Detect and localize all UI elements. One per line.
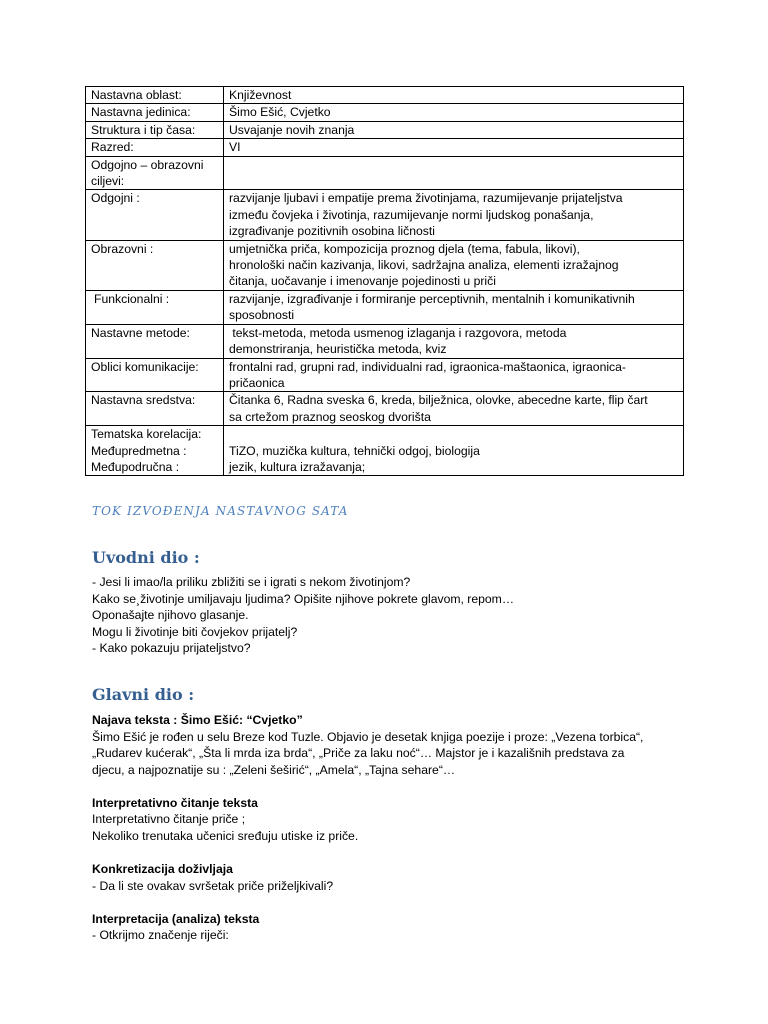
lesson-plan-label: Struktura i tip časa: <box>91 122 196 137</box>
lesson-plan-label-cell <box>86 392 224 426</box>
lesson-plan-row <box>86 358 684 392</box>
lesson-plan-row <box>86 104 684 121</box>
lesson-plan-row <box>86 121 684 138</box>
intro-line: - Jesi li imao/la priliku zbližiti se i igrati s nekom životinjom? <box>92 575 411 589</box>
lesson-plan-value: sa crtežom praznog seoskog dvorišta <box>229 409 431 424</box>
lesson-plan-label: Međupodručna : <box>91 459 180 474</box>
intro-line: Kako se¸životinje umiljavaju ljudima? Opišite njihove pokrete glavom, repom… <box>92 591 515 606</box>
lesson-plan-value-cell <box>224 426 684 476</box>
interpretive-reading-line: Nekoliko trenutaka učenici sređuju utiske iz priče. <box>92 828 359 843</box>
lesson-plan-value-cell <box>224 87 684 104</box>
lesson-plan-row <box>86 290 684 324</box>
lesson-plan-value-cell <box>224 290 684 324</box>
lesson-plan-label-cell <box>86 358 224 392</box>
intro-section-heading: Uvodni dio : <box>92 548 200 567</box>
spacer <box>92 778 692 794</box>
lesson-plan-label: Nastavne metode: <box>91 325 190 340</box>
intro-line: - Kako pokazuju prijateljstvo? <box>92 641 251 656</box>
lesson-plan-value-cell <box>224 104 684 121</box>
lesson-plan-value: između čovjeka i životinja, razumijevanje normi ljudskog ponašanja, <box>229 207 594 222</box>
lesson-plan-value: jezik, kultura izražavanja; <box>229 459 366 474</box>
analysis-line: - Otkrijmo značenje riječi: <box>92 928 229 943</box>
text-announcement-title: Najava teksta : Šimo Ešić: “Cvjetko” <box>92 713 303 727</box>
lesson-plan-value: Usvajanje novih znanja <box>229 122 355 137</box>
lesson-plan-value: VI <box>229 140 241 155</box>
lesson-plan-label: Funkcionalni : <box>94 291 170 306</box>
lesson-plan-value-cell <box>224 156 684 190</box>
lesson-plan-value: frontalni rad, grupni rad, individualni rad, igraonica-maštaonica, igraonica- <box>229 359 626 374</box>
lesson-plan-value: demonstriranja, heuristička metoda, kviz <box>229 342 447 357</box>
lesson-plan-label-cell <box>86 139 224 156</box>
lesson-plan-label-cell <box>86 87 224 104</box>
lesson-plan-label: Obrazovni : <box>91 241 154 256</box>
lesson-plan-label-cell <box>86 240 224 290</box>
lesson-plan-value: izgrađivanje pozitivnih osobina ličnosti <box>229 224 435 239</box>
lesson-plan-row <box>86 156 684 190</box>
lesson-plan-label-cell <box>86 156 224 190</box>
lesson-plan-row <box>86 240 684 290</box>
lesson-plan-row <box>86 190 684 240</box>
lesson-plan-value: hronološki način kazivanja, likovi, sadržajna analiza, elementi izražajnog <box>229 258 619 273</box>
lesson-plan-value-cell <box>224 121 684 138</box>
lesson-plan-label: Međupredmetna : <box>91 443 187 458</box>
lesson-plan-label-cell <box>86 290 224 324</box>
lesson-plan-value-cell <box>224 190 684 240</box>
lesson-plan-value: pričaonica <box>229 375 285 390</box>
spacer <box>229 426 679 442</box>
lesson-plan-value: Književnost <box>229 88 292 102</box>
spacer <box>92 845 692 861</box>
lesson-plan-value: razvijanje, izgrađivanje i formiranje perceptivnih, mentalnih i komunikativnih <box>229 291 635 306</box>
lesson-plan-table <box>85 86 684 476</box>
intro-line: Oponašajte njihovo glasanje. <box>92 608 249 623</box>
lesson-plan-value-cell <box>224 392 684 426</box>
lesson-plan-value-cell <box>224 139 684 156</box>
interpretive-reading-line: Interpretativno čitanje priče ; <box>92 812 246 827</box>
lesson-plan-row <box>86 139 684 156</box>
lesson-plan-table-body <box>86 87 684 476</box>
text-announcement-line: „Rudarev kućerak“, „Šta li mrda iza brda“, „Priče za laku noć“… Majstor je i kazališnih predstava za <box>92 746 625 761</box>
text-announcement-line: Šimo Ešić je rođen u selu Breze kod Tuzle. Objavio je desetak knjiga poezije i proze: „Vezena torbica“, <box>92 729 644 744</box>
lesson-plan-value: Šimo Ešić, Cvjetko <box>229 105 331 120</box>
lesson-plan-label: Odgojno – obrazovni <box>91 157 204 172</box>
lesson-plan-value-cell <box>224 240 684 290</box>
lesson-plan-row <box>86 426 684 476</box>
analysis-title: Interpretacija (analiza) teksta <box>92 911 260 926</box>
main-section-heading: Glavni dio : <box>92 685 195 704</box>
lesson-plan-label-cell <box>86 324 224 358</box>
lesson-plan-label: ciljevi: <box>91 174 125 189</box>
lesson-plan-row <box>86 87 684 104</box>
lesson-plan-value: čitanja, uočavanje i imenovanje pojedinosti u priči <box>229 274 496 289</box>
lesson-plan-value: tekst-metoda, metoda usmenog izlaganja i razgovora, metoda <box>229 325 567 340</box>
lesson-plan-label-cell <box>86 426 224 476</box>
lesson-plan-value: Čitanka 6, Radna sveska 6, kreda, bilježnica, olovke, abecedne karte, flip čart <box>229 393 648 408</box>
lesson-plan-row <box>86 324 684 358</box>
lesson-plan-value: sposobnosti <box>229 308 295 323</box>
lesson-plan-label: Odgojni : <box>91 191 140 206</box>
intro-line: Mogu li životinje biti čovjekov prijatelj? <box>92 624 298 639</box>
lesson-plan-label: Nastavna jedinica: <box>91 105 191 120</box>
lesson-plan-label: Nastavna oblast: <box>91 88 182 102</box>
spacer <box>92 894 692 910</box>
lesson-plan-label: Nastavna sredstva: <box>91 393 196 408</box>
lesson-plan-label: Razred: <box>91 140 134 155</box>
lesson-plan-label: Tematska korelacija: <box>91 427 202 442</box>
lesson-plan-label-cell <box>86 190 224 240</box>
lesson-plan-value: umjetnička priča, kompozicija proznog djela (tema, fabula, likovi), <box>229 241 580 256</box>
lesson-plan-value: TiZO, muzička kultura, tehnički odgoj, biologija <box>229 443 480 458</box>
main-section-text <box>92 712 692 944</box>
lesson-plan-value-cell <box>224 324 684 358</box>
intro-section-text <box>92 574 692 657</box>
interpretive-reading-title: Interpretativno čitanje teksta <box>92 795 258 810</box>
lesson-plan-row <box>86 392 684 426</box>
lesson-flow-heading: TOK IZVOĐENJA NASTAVNOG SATA <box>92 504 349 518</box>
lesson-plan-label-cell <box>86 104 224 121</box>
text-announcement-line: djecu, a najpoznatije su : „Zeleni šeširić“, „Amela“, „Tajna sehare“… <box>92 762 456 777</box>
lesson-plan-value: razvijanje ljubavi i empatije prema životinjama, razumijevanje prijateljstva <box>229 191 623 206</box>
experience-line: - Da li ste ovakav svršetak priče priželjkivali? <box>92 878 334 893</box>
experience-title: Konkretizacija doživljaja <box>92 861 233 876</box>
lesson-plan-value-cell <box>224 358 684 392</box>
lesson-plan-label-cell <box>86 121 224 138</box>
lesson-plan-label: Oblici komunikacije: <box>91 359 199 374</box>
